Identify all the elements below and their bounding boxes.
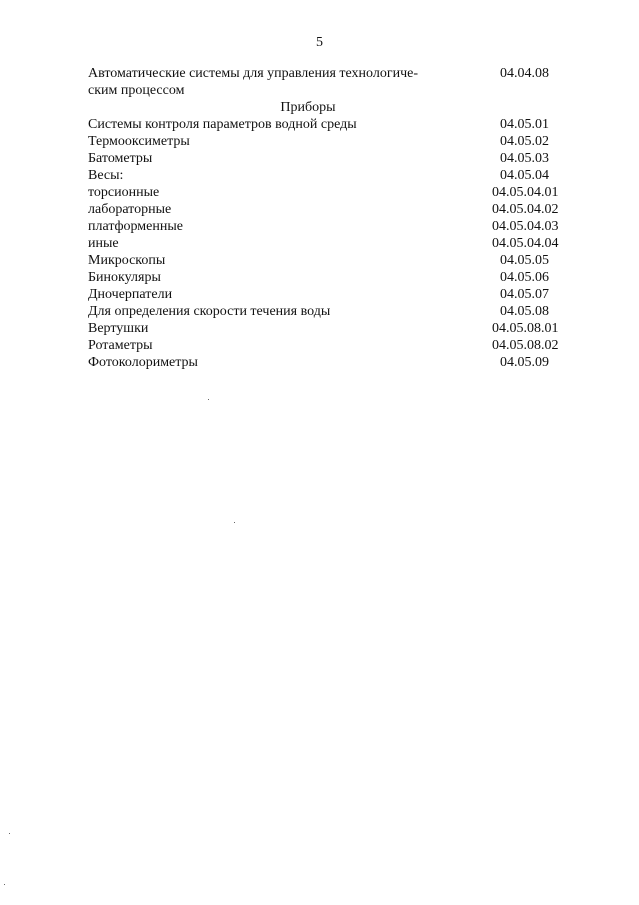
- entry-code: 04.05.05: [500, 253, 549, 268]
- scan-speck: [4, 884, 5, 885]
- entry-code: 04.05.04.01: [492, 185, 559, 200]
- entry-label: Для определения скорости течения воды: [88, 304, 331, 319]
- entry-code: 04.05.04.03: [492, 219, 559, 234]
- entry-label: Системы контроля параметров водной среды: [88, 117, 357, 132]
- entry-label: торсионные: [88, 185, 160, 200]
- list-item: [88, 235, 588, 252]
- list-item: [88, 354, 588, 371]
- entry-code: 04.05.02: [500, 134, 549, 149]
- entry-label: Фотоколориметры: [88, 355, 198, 370]
- list-item: [88, 116, 588, 133]
- scan-speck: [208, 399, 209, 400]
- entry-label: Микроскопы: [88, 253, 166, 268]
- section-title: Приборы: [280, 100, 336, 115]
- list-item: [88, 303, 588, 320]
- entry-code: 04.05.03: [500, 151, 549, 166]
- entry-label: Автоматические системы для управления технологиче- ским процессом: [88, 66, 419, 98]
- list-item: [88, 150, 588, 167]
- list-item: [88, 133, 588, 150]
- entry-code: 04.05.09: [500, 355, 549, 370]
- entry-label: Термооксиметры: [88, 134, 190, 149]
- list-item: [88, 184, 588, 201]
- classifier-list: [88, 65, 588, 371]
- entry-code: 04.05.07: [500, 287, 549, 302]
- scan-speck: [234, 522, 235, 523]
- entry-code: 04.04.08: [500, 66, 549, 81]
- entry-code: 04.05.08.02: [492, 338, 559, 353]
- entry-label: Ротаметры: [88, 338, 153, 353]
- list-item: [88, 337, 588, 354]
- entry-code: 04.05.04.02: [492, 202, 559, 217]
- page-number: 5: [316, 35, 323, 50]
- entry-label: Весы:: [88, 168, 124, 183]
- entry-label: Бинокуляры: [88, 270, 161, 285]
- list-item: [88, 167, 588, 184]
- entry-code: 04.05.08: [500, 304, 549, 319]
- list-item: [88, 218, 588, 235]
- entry-label: иные: [88, 236, 119, 251]
- entry-code: 04.05.08.01: [492, 321, 559, 336]
- entry-label: Дночерпатели: [88, 287, 173, 302]
- entry-code: 04.05.04.04: [492, 236, 559, 251]
- list-item: [88, 269, 588, 286]
- entry-label: лабораторные: [88, 202, 172, 217]
- list-item: [88, 252, 588, 269]
- list-item: [88, 286, 588, 303]
- list-item: [88, 320, 588, 337]
- entry-code: 04.05.01: [500, 117, 549, 132]
- entry-code: 04.05.06: [500, 270, 549, 285]
- entry-label: Батометры: [88, 151, 153, 166]
- list-item: [88, 201, 588, 218]
- scan-speck: [9, 833, 10, 834]
- entry-label: Вертушки: [88, 321, 149, 336]
- entry-label: платформенные: [88, 219, 183, 234]
- entry-automatic-systems: [88, 65, 588, 99]
- entry-code: 04.05.04: [500, 168, 549, 183]
